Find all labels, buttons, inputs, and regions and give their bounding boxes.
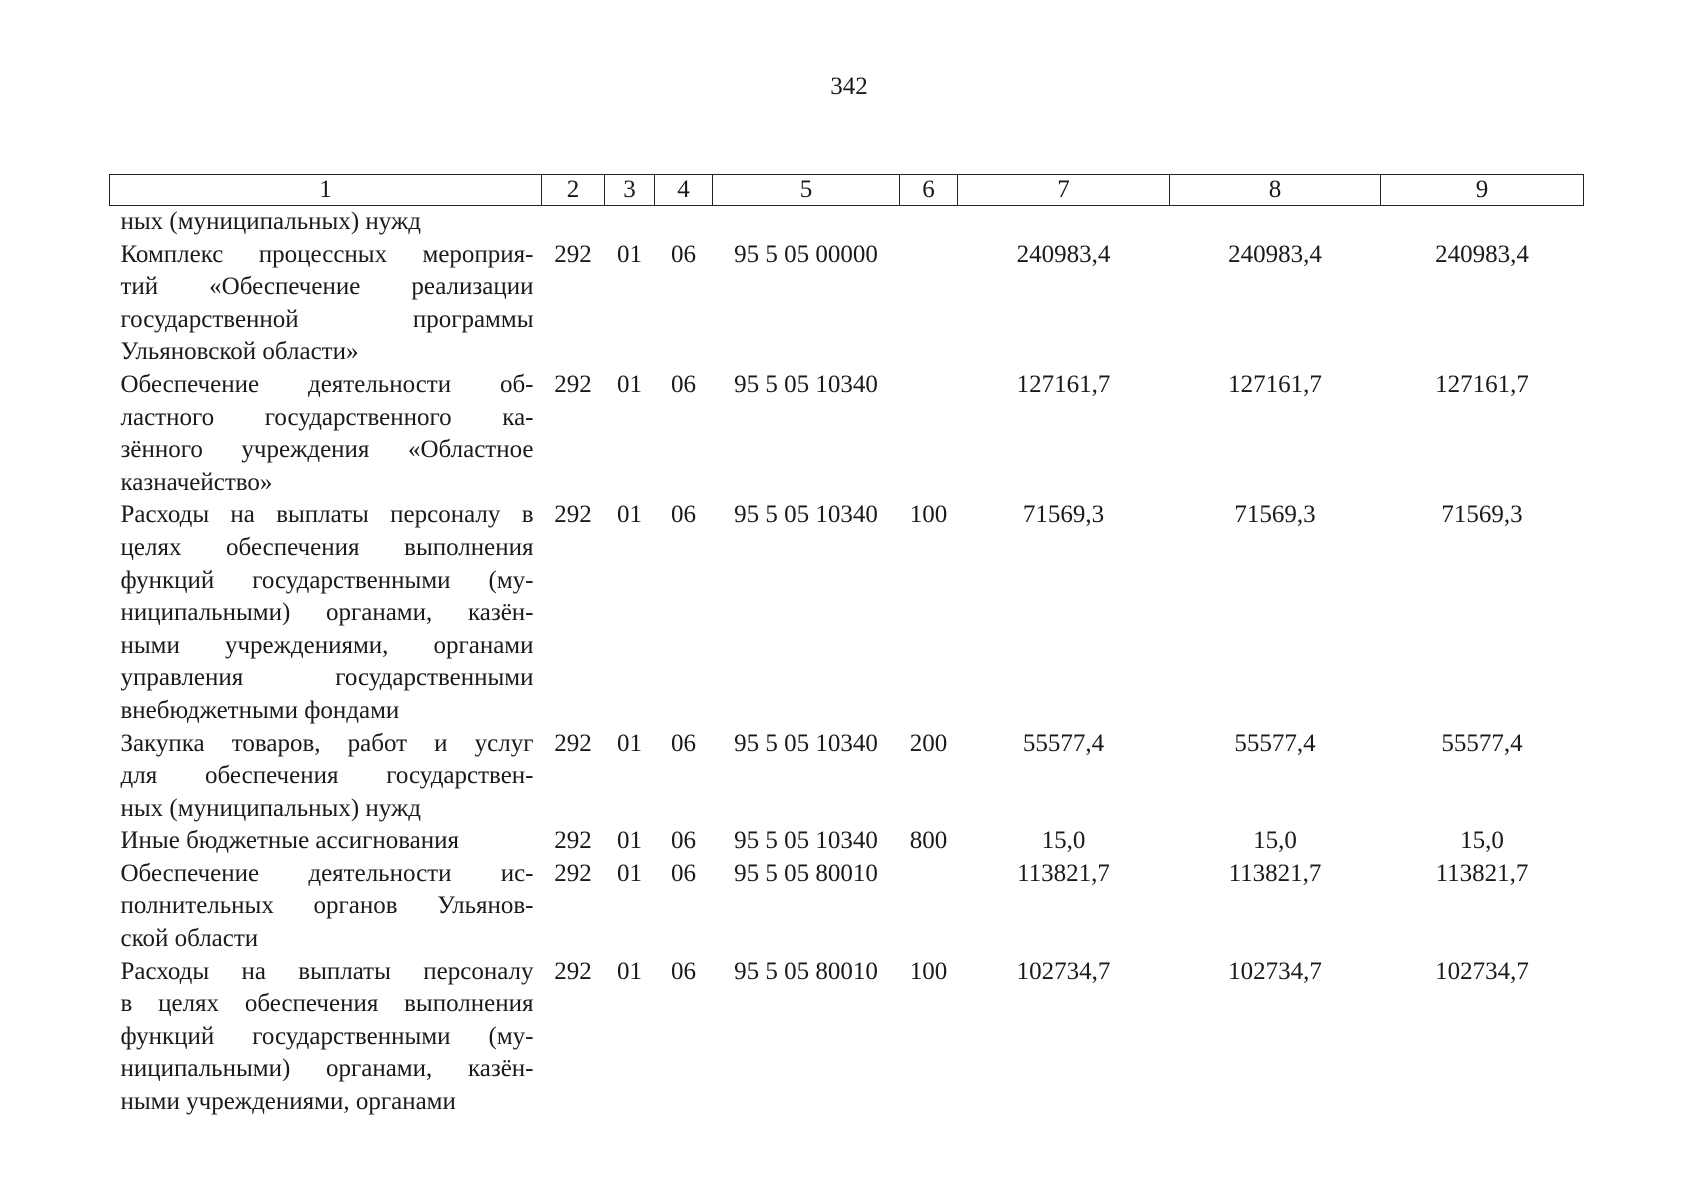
cell-subsection: 06 — [671, 957, 696, 985]
cell-target-article: 95 5 05 00000 — [734, 240, 878, 268]
cell-item-name — [110, 728, 542, 826]
cell-amount-year-3: 240983,4 — [1435, 240, 1529, 268]
cell-expense-type: 100 — [909, 957, 948, 985]
item-name-line: ных (муниципальных) нужд — [120, 208, 421, 235]
item-name-line: функций государственными (му- — [120, 1022, 534, 1050]
cell-amount-year-3: 55577,4 — [1441, 729, 1523, 757]
table-row — [110, 499, 1584, 727]
cell-amount-year-2: 71569,3 — [1234, 501, 1316, 529]
cell-amount-year-1: 15,0 — [1041, 827, 1086, 855]
item-name-line: для обеспечения государствен- — [120, 762, 534, 790]
cell-section: 01 — [617, 827, 642, 855]
cell-item-name — [110, 239, 542, 369]
cell-subsection: 06 — [671, 240, 696, 268]
table-row — [110, 728, 1584, 826]
table-row — [110, 825, 1584, 858]
page-number: 342 — [830, 73, 868, 100]
cell-section — [605, 206, 655, 239]
item-name-line: внебюджетными фондами — [120, 696, 400, 724]
column-header-3: 3 — [605, 175, 655, 206]
item-name-line: ниципальными) органами, казён- — [120, 1055, 534, 1083]
cell-subsection: 06 — [671, 827, 696, 855]
cell-amount-year-2: 55577,4 — [1234, 729, 1316, 757]
item-name-line: Обеспечение деятельности ис- — [120, 859, 534, 887]
item-name-line: Расходы на выплаты персоналу в — [120, 501, 534, 529]
item-name-line: в целях обеспечения выполнения — [120, 990, 534, 1018]
item-name-line: ных (муниципальных) нужд — [120, 794, 421, 822]
cell-item-name — [110, 825, 542, 858]
cell-target-article: 95 5 05 10340 — [734, 501, 878, 529]
cell-amount-year-3 — [1381, 206, 1584, 239]
cell-subsection: 06 — [671, 370, 696, 398]
table-row — [110, 956, 1584, 1119]
table-row — [110, 858, 1584, 956]
item-name-line: Комплекс процессных мероприя- — [120, 240, 534, 268]
cell-amount-year-1: 240983,4 — [1016, 240, 1111, 268]
cell-target-article: 95 5 05 80010 — [734, 957, 878, 985]
cell-expense-type — [900, 858, 958, 956]
item-name-line: полнительных органов Ульянов- — [120, 892, 534, 920]
cell-admin-code: 292 — [554, 501, 592, 529]
column-header-9: 9 — [1381, 175, 1584, 206]
cell-section: 01 — [617, 859, 642, 887]
cell-subsection: 06 — [671, 729, 696, 757]
cell-amount-year-1: 71569,3 — [1022, 501, 1105, 529]
cell-item-name — [110, 858, 542, 956]
cell-target-article: 95 5 05 80010 — [734, 859, 878, 887]
cell-section: 01 — [617, 957, 642, 985]
cell-item-name — [110, 499, 542, 727]
table-row — [110, 369, 1584, 499]
cell-admin-code — [542, 206, 605, 239]
cell-amount-year-1: 55577,4 — [1022, 729, 1105, 757]
cell-amount-year-1: 127161,7 — [1016, 370, 1111, 398]
cell-amount-year-2: 102734,7 — [1228, 957, 1322, 985]
item-name-line: зённого учреждения «Областное — [120, 436, 534, 464]
cell-admin-code: 292 — [554, 240, 592, 268]
cell-amount-year-2: 240983,4 — [1228, 240, 1322, 268]
cell-target-article: 95 5 05 10340 — [734, 729, 878, 757]
cell-amount-year-1: 113821,7 — [1017, 859, 1110, 887]
item-name-line: функций государственными (му- — [120, 566, 534, 594]
cell-section: 01 — [617, 501, 642, 529]
cell-amount-year-1 — [958, 206, 1170, 239]
cell-item-name — [110, 369, 542, 499]
cell-target-article: 95 5 05 10340 — [734, 827, 878, 855]
cell-item-name — [110, 956, 542, 1119]
cell-amount-year-3: 71569,3 — [1441, 501, 1523, 529]
cell-admin-code: 292 — [554, 370, 592, 398]
cell-amount-year-2: 113821,7 — [1228, 859, 1322, 887]
item-name-line: ниципальными) органами, казён- — [120, 599, 534, 627]
cell-expense-type — [900, 369, 958, 499]
table-row — [110, 206, 1584, 239]
column-header-1: 1 — [110, 175, 542, 206]
item-name-line: казначейство» — [120, 468, 273, 496]
item-name-line: Ульяновской области» — [120, 338, 359, 366]
table-header — [110, 175, 1584, 206]
cell-amount-year-1: 102734,7 — [1016, 957, 1111, 985]
item-name-line: управления государственными — [120, 664, 534, 692]
column-header-7: 7 — [958, 175, 1170, 206]
cell-expense-type: 800 — [909, 827, 948, 855]
cell-section: 01 — [617, 370, 642, 398]
table-body — [110, 206, 1584, 1119]
cell-subsection: 06 — [671, 501, 696, 529]
cell-subsection: 06 — [671, 859, 696, 887]
table-row — [110, 239, 1584, 369]
cell-expense-type — [900, 206, 958, 239]
cell-subsection — [655, 206, 713, 239]
item-name-line: целях обеспечения выполнения — [120, 533, 534, 561]
item-name-line: Закупка товаров, работ и услуг — [120, 729, 534, 757]
budget-table — [109, 174, 1584, 1119]
cell-expense-type: 100 — [909, 501, 948, 529]
column-header-4: 4 — [655, 175, 713, 206]
cell-amount-year-3: 15,0 — [1460, 827, 1504, 855]
cell-admin-code: 292 — [554, 859, 592, 887]
item-name-line: государственной программы — [120, 305, 534, 333]
column-header-5: 5 — [713, 175, 900, 206]
column-header-8: 8 — [1170, 175, 1381, 206]
column-header-6: 6 — [900, 175, 958, 206]
header-row — [110, 175, 1584, 206]
item-name-line: ными учреждениями, органами — [120, 1088, 456, 1116]
item-name-line: ными учреждениями, органами — [120, 631, 534, 659]
cell-admin-code: 292 — [554, 729, 592, 757]
cell-amount-year-3: 127161,7 — [1435, 370, 1529, 398]
column-header-2: 2 — [542, 175, 605, 206]
item-name-line: ластного государственного ка- — [120, 403, 534, 431]
cell-amount-year-2: 15,0 — [1253, 827, 1297, 855]
cell-admin-code: 292 — [554, 827, 592, 855]
cell-section: 01 — [617, 240, 642, 268]
cell-target-article: 95 5 05 10340 — [734, 370, 878, 398]
cell-amount-year-3: 102734,7 — [1435, 957, 1529, 985]
cell-item-name — [110, 206, 542, 239]
item-name-line: Иные бюджетные ассигнования — [120, 827, 460, 855]
item-name-line: Расходы на выплаты персоналу — [120, 957, 534, 985]
budget-table-container — [109, 174, 1583, 1119]
cell-amount-year-2 — [1170, 206, 1381, 239]
item-name-line: Обеспечение деятельности об- — [120, 370, 534, 398]
cell-target-article — [713, 206, 900, 239]
cell-section: 01 — [617, 729, 642, 757]
cell-expense-type: 200 — [909, 729, 948, 757]
item-name-line: тий «Обеспечение реализации — [120, 273, 534, 301]
cell-expense-type — [900, 239, 958, 369]
cell-amount-year-3: 113821,7 — [1435, 859, 1529, 887]
item-name-line: ской области — [120, 925, 259, 953]
cell-amount-year-2: 127161,7 — [1228, 370, 1322, 398]
cell-admin-code: 292 — [554, 957, 592, 985]
